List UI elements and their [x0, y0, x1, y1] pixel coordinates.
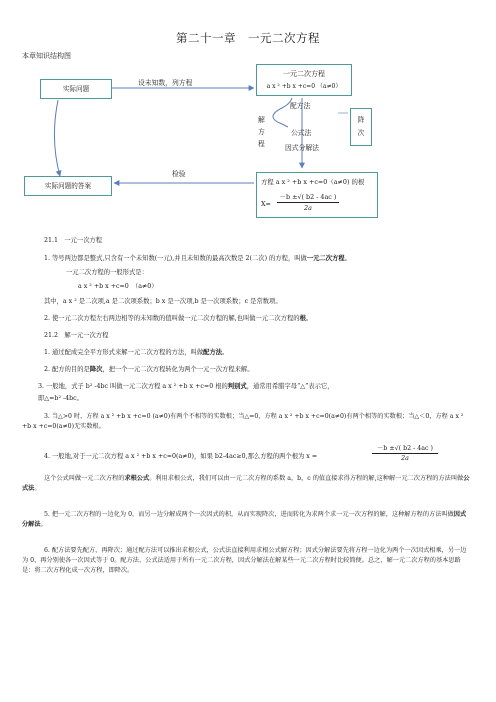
- s2-paragraph-8: 6. 配方法要先配方，再降次；通过配方法可以推出求根公式，公式法直接利用求根公式解方程；因式分解法要先将方程一边化为两个一次因式相乘，另一边为 0，再分别使各一次因式等于 0。配方法、公式法适用于所有一元二次方程，因式分解法在解某些一元二次方程时比较简便。总之，解一元二次方程的基本思路是：将二次方程化成一次方程，即降次。: [22, 547, 467, 574]
- roots-box: [256, 172, 378, 218]
- s2-paragraph-3: 3. 一般地，式子 b² -4bc 叫做一元二次方程 a x ² +b x +c=0 根的判别式，通常用希腊字母“△”表示它，: [38, 383, 334, 390]
- page-title: 第二十一章 一元二次方程: [176, 31, 320, 45]
- solve-label: 解 方 程: [258, 116, 265, 148]
- s2-paragraph-6: 这个公式叫做一元二次方程的求根公式。利用求根公式，我们可以由一元二次方程的系数 a，b，c 的值直接求得方程的解,这种解一元二次方程的方法叫做公式法。: [22, 475, 470, 492]
- method-factoring: 因式分解法: [285, 144, 319, 152]
- s2-paragraph-4: 3. 当△>0 时，方程 a x ² +b x +c=0 (a≠0)有两个不相等的实数根；当△=0，方程 a x ² +b x +c=0(a≠0)有两个相等的实数根；当△＜0，方程 a x ² +b x +c=0(a≠0)无实数根。: [22, 413, 464, 430]
- answer-box: 实际问题的答案: [24, 176, 112, 196]
- s2-formula-numerator: －b ±√( b2 - 4ac ): [377, 445, 433, 452]
- section-subtitle: 本章知识结构图: [22, 52, 71, 60]
- arrow-problem-to-answer: [54, 100, 60, 176]
- set-unknown-label: 设未知数，列方程: [138, 79, 193, 87]
- equation-box: 一元二次方程 a x ² +b x +c=0 （a≠0）: [256, 64, 352, 96]
- s1-general-form: a x ² +b x +c=0 （a≠0）: [78, 283, 158, 290]
- section-21-1-title: 21.1 一元一次方程: [44, 237, 103, 244]
- method-completing-square: 配方法: [290, 102, 311, 110]
- roots-denominator: 2a: [304, 204, 312, 212]
- roots-numerator: －b ±√( b2 - 4ac ): [279, 193, 337, 201]
- s2-paragraph-7: 5. 把一元二次方程的一边化为 0，而另一边分解成两个一次因式的积，从而实现降次，进而转化为求两个求一元一次方程的解，这种解方程的方法叫做因式分解法。: [22, 511, 467, 528]
- s2-paragraph-3-discriminant: 即△=b² -4bc。: [38, 395, 83, 402]
- roots-x: X=: [261, 200, 271, 208]
- reduce-degree-box: 降 次: [350, 108, 372, 146]
- check-label: 检验: [172, 170, 186, 178]
- s2-paragraph-5: 4. 一般地,对于一元二次方程 a x ² +b x +c=0(a≠0)，如果 b2-4ac≥0,那么方程的两个根为 x =: [44, 453, 318, 460]
- s2-paragraph-2: 2. 配方的目的是降次，把一个一元二次方程转化为两个一元一次方程来解。: [44, 366, 254, 373]
- roots-line: 方程 a x ² +b x +c=0（a≠0) 的根: [261, 178, 365, 186]
- section-21-2-title: 21.2 解一元一次方程: [44, 332, 109, 339]
- s1-general-form-label: 一元二次方程的一般形式是：: [66, 269, 148, 276]
- s1-terms: 其中，a x ² 是二次项,a 是二次项系数；b x 是一次项,b 是一次项系数；c 是常数项。: [44, 298, 282, 305]
- s2-paragraph-1: 1. 通过配成完全平方形式来解一元二次方程的方法，叫做配方法。: [44, 349, 229, 356]
- method-formula: 公式法: [291, 129, 312, 137]
- practical-problem-box: 实际问题: [40, 79, 112, 99]
- s1-paragraph-2: 2. 使一元二次方程左右两边相等的未知数的值叫做一元二次方程的解,也叫做一元二次方程的根。: [44, 315, 313, 322]
- s1-paragraph-1: 1. 等号两边都是整式,只含有一个未知数(一元),并且未知数的最高次数是 2(二次) 的方程，叫做一元二次方程。: [44, 255, 351, 262]
- s2-formula-denominator: 2a: [401, 455, 409, 462]
